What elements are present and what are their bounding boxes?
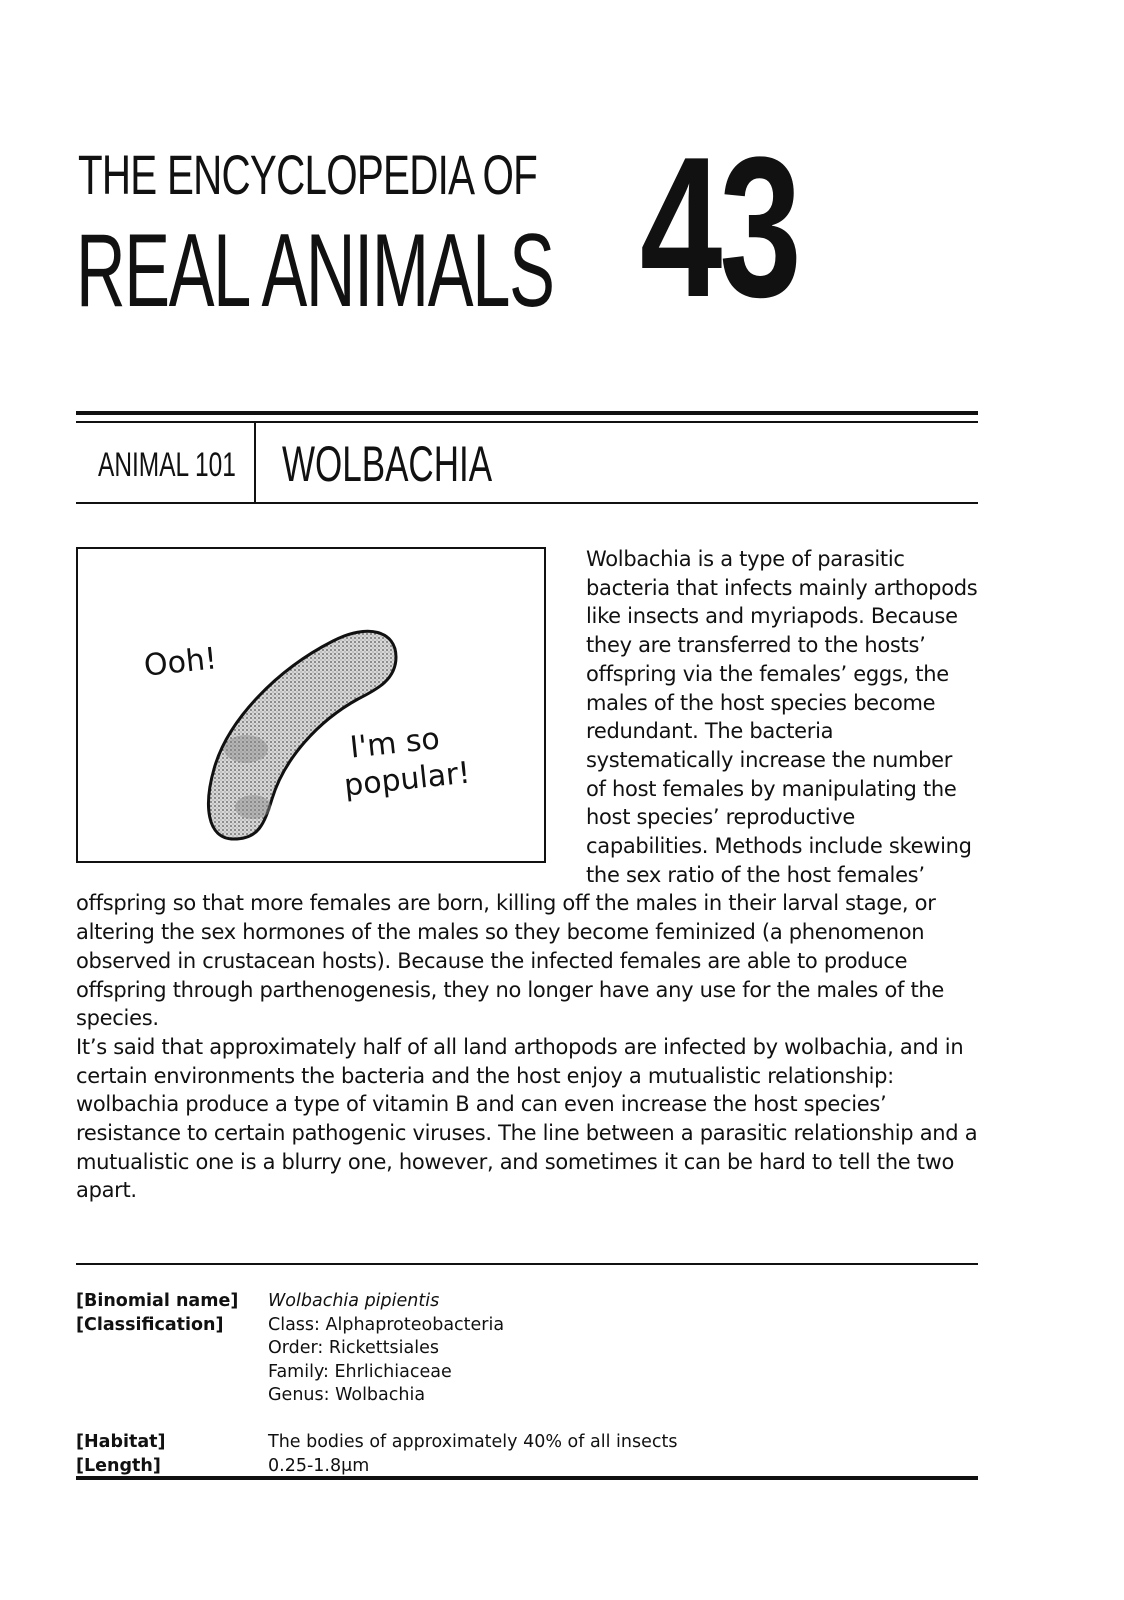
classification-genus: Genus: Wolbachia [268, 1385, 426, 1405]
length-value: 0.25-1.8μm [268, 1455, 370, 1476]
fact-binomial [76, 1290, 978, 1314]
volume-number: 43 [640, 116, 799, 339]
classification-class: Class: Alphaproteobacteria [268, 1314, 505, 1335]
animal-number-label: ANIMAL 101 [98, 446, 236, 484]
fact-classification [76, 1314, 978, 1408]
speech-im-so: I'm so [348, 721, 442, 766]
title-line-2: REAL ANIMALS [76, 213, 554, 329]
binomial-value: Wolbachia pipientis [268, 1291, 440, 1311]
body-paragraph-1: Wolbachia is a type of parasitic bacteria that infects mainly arthopods like insects and myriapods. Because they are transferred to the hosts’ offspring via the females’ eggs, the males of the host species become redundant. The bacteria systematically increase the number of host females by manipulating the host species’ reproductive capabilities. Methods include skewing the sex ratio of the host females’ offspring so that more females are born, killing off the males in their larval stage, or altering the sex hormones of the males so they become feminized (a phenomenon observed in crustacean hosts). Because the infected females are able to produce offspring through parthenogenesis, they no longer have any use for the males of the species. [76, 547, 978, 1031]
entry-divider [254, 423, 256, 502]
header-rule-thick [76, 411, 978, 415]
binomial-label: [Binomial name] [76, 1291, 239, 1311]
habitat-label: [Habitat] [76, 1432, 166, 1452]
speech-popular: popular! [342, 755, 472, 804]
title-line-1: THE ENCYCLOPEDIA OF [78, 143, 538, 206]
header-rule-thin [76, 421, 978, 423]
classification-label: [Classification] [76, 1314, 224, 1335]
length-label: [Length] [76, 1455, 161, 1476]
habitat-value: The bodies of approximately 40% of all insects [268, 1432, 678, 1452]
facts-rule-top [76, 1263, 978, 1265]
animal-name-heading: WOLBACHIA [282, 436, 493, 492]
article-body [76, 545, 978, 1205]
speech-ooh: Ooh! [142, 641, 219, 684]
body-paragraph-2: It’s said that approximately half of all land arthopods are infected by wolbachia, and in certain environments the bacteria and the host enjoy a mutualistic relationship: wolbachia produce a type of vitamin B and can even increase the host species’ resistance to certain pathogenic viruses. The line between a parasitic relationship and a mutualistic one is a blurry one, however, and sometimes it can be hard to tell the two apart. [76, 1034, 978, 1203]
fact-length [76, 1455, 978, 1479]
fact-habitat [76, 1431, 978, 1455]
footer-rule [76, 1476, 978, 1480]
classification-family: Family: Ehrlichiaceae [268, 1361, 452, 1382]
classification-order: Order: Rickettsiales [268, 1338, 439, 1358]
entry-rule-bottom [76, 502, 978, 504]
fact-sheet [76, 1290, 978, 1478]
